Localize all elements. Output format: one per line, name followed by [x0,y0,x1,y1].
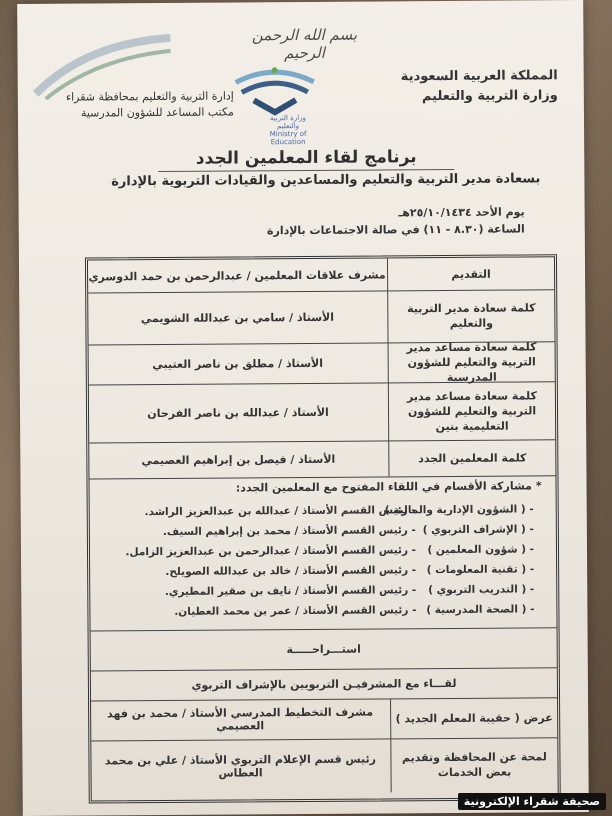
ministry-logo-icon [232,60,318,117]
table-row [89,341,555,385]
program-table [85,254,561,803]
time-line: الساعة (٨.٣٠ - ١١) في صالة الاجتماعات بالإدارة [266,222,525,238]
table-row [88,257,554,293]
dept-head: - رئيس القسم الأستاذ / عبدالله بن عبدالعزيز الراشد. [144,504,416,519]
dept-head: - رئيس القسم الأستاذ / عبدالرحمن بن عبدالعزيز الزامل. [125,544,417,559]
dept-name: - ( التدريب التربوي ) [428,583,535,597]
header-kingdom-block [358,66,558,107]
watermark-label: صحيفة شقراء الإلكترونية [458,793,606,810]
ministry-label: وزارة التربية والتعليم [421,88,558,105]
table-cell-item: التقديم [387,257,554,290]
header-admin-block [34,88,234,121]
logo-caption-en: Ministry of Education [269,129,307,147]
table-cell-item: عرض ( حقيبة المعلم الجديد ) [390,697,557,738]
table-cell-item: كلمة سعادة مدير التربية والتعليم [387,289,554,342]
list-item [100,563,546,585]
dept-name: - ( الإشراف التربوي ) [422,523,534,537]
table-row [89,381,555,443]
table-cell-item: كلمة المعلمين الجدد [388,439,555,476]
table-cell-person: مشرف التخطيط المدرسي الأستاذ / محمد بن فهد العصيمي [107,705,374,733]
program-subtitle: بسعادة مدير التربية والتعليم والمساعدين والقيادات التربوية بالإدارة [111,171,541,190]
break-row [91,627,557,671]
table-cell-person: الأستاذ / مطلق بن ناصر العتيبي [152,356,324,371]
dept-name: - ( الصحة المدرسية ) [426,603,535,617]
table-cell-person: الأستاذ / سامي بن عبدالله الشويمي [140,310,335,325]
date-line: يوم الأحد ٢٥/١٠/١٤٣٤هـ [398,205,525,220]
table-row [89,439,555,479]
table-cell-item: كلمة سعادة مساعد مدير التربية والتعليم للشؤون التعليمية بنين [388,381,555,440]
break-label: استـــراحـــــة [286,642,361,656]
dept-head: - رئيس القسم الأستاذ / نايف بن صقير المطيري. [164,584,417,598]
dept-head: - رئيس القسم الأستاذ / عمر بن محمد العطيان. [174,604,417,618]
list-item [100,503,546,525]
kingdom-label: المملكة العربية السعودية [400,68,558,85]
table-row [88,289,554,345]
list-item [100,583,546,605]
table-row [91,737,557,794]
admin-line-2: مكتب المساعد للشؤون المدرسية [80,105,234,120]
admin-line-1: إدارة التربية والتعليم بمحافظة شقراء [65,89,234,104]
list-item [100,603,546,625]
bismillah-calligraphy: بسم الله الرحمن الرحيم [251,25,358,63]
list-item [100,523,546,545]
table-cell-item: كلمة سعادة مساعد مدير التربية والتعليم للشؤون المدرسية [388,341,555,382]
meeting-row [91,667,557,701]
dept-head: - رئيس القسم الأستاذ / خالد بن عبدالله الصويلح. [165,564,417,578]
dept-name: - ( الشؤون الإدارية والمالية ) [384,503,534,517]
list-item [100,543,546,565]
table-cell-person: الأستاذ / عبدالله بن ناصر الفرحان [147,405,329,420]
table-cell-person: الأستاذ / فيصل بن إبراهيم العصيمي [141,452,336,467]
departments-heading: * مشاركة الأقسام في اللقاء المفتوح مع المعلمين الجدد: [235,479,542,495]
table-cell-person: مشرف علاقات المعلمين / عبدالرحمن بن حمد الدوسري [88,267,386,283]
dept-head: - رئيس القسم الأستاذ / محمد بن إبراهيم السيف. [162,524,416,538]
document-paper [17,0,589,816]
meeting-label: لقـــاء مع المشرفيـن التربويين بالإشراف التربوي [191,676,457,692]
dept-name: - ( تقنية المعلومات ) [426,563,535,577]
dept-name: - ( شؤون المعلمين ) [427,543,535,557]
logo-caption-ar: وزارة التربية والتعليم [270,113,306,131]
table-cell-item: لمحة عن المحافظة وتقديم بعض الخدمات [390,737,557,792]
table-cell-person: رئيس قسم الإعلام التربوي الأستاذ / علي بن محمد العطاس [104,752,377,780]
departments-section [89,475,556,631]
table-row [91,697,557,741]
program-title: برنامج لقاء المعلمين الجدد [158,147,454,172]
ministry-caption [258,114,318,146]
